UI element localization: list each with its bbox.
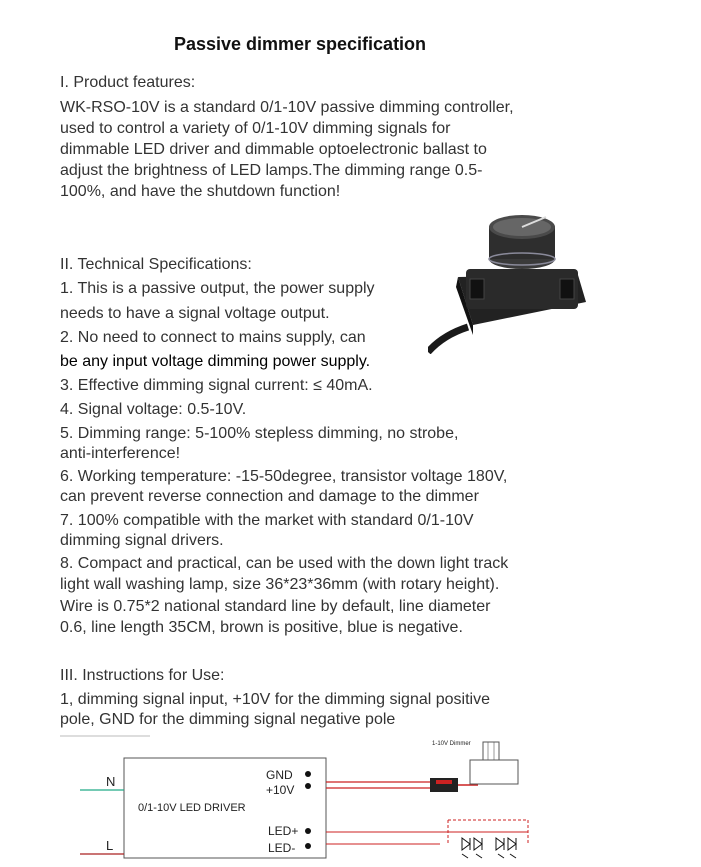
features-line: adjust the brightness of LED lamps.The dimming range 0.5- bbox=[60, 162, 483, 179]
spec-line: Wire is 0.75*2 national standard line by default, line diameter bbox=[60, 598, 491, 615]
section-heading-instructions: III. Instructions for Use: bbox=[60, 667, 225, 684]
spec-line: 8. Compact and practical, can be used with the down light track bbox=[60, 555, 509, 572]
n-label: N bbox=[106, 774, 116, 789]
spec-line: 2. No need to connect to mains supply, can bbox=[60, 329, 366, 346]
spec-line: 3. Effective dimming signal current: ≤ 40mA. bbox=[60, 377, 373, 394]
led-symbols bbox=[462, 838, 516, 858]
spec-line: light wall washing lamp, size 36*23*36mm (with rotary height). bbox=[60, 576, 500, 593]
instruction-line: 1, dimming signal input, +10V for the dimming signal positive bbox=[60, 691, 490, 708]
spec-line: can prevent reverse connection and damage to the dimmer bbox=[60, 488, 479, 505]
spec-line: 6. Working temperature: -15-50degree, transistor voltage 180V, bbox=[60, 468, 508, 485]
spec-line: 1. This is a passive output, the power supply bbox=[60, 280, 375, 297]
spec-line: dimming signal drivers. bbox=[60, 532, 224, 549]
gnd-label: GND bbox=[266, 768, 293, 782]
features-line: used to control a variety of 0/1-10V dimming signals for bbox=[60, 120, 451, 137]
dimmer-product-photo bbox=[428, 207, 591, 354]
dimmer-body bbox=[470, 760, 518, 784]
spec-line: 5. Dimming range: 5-100% stepless dimming, no strobe, bbox=[60, 425, 459, 442]
wiring-diagram bbox=[0, 728, 701, 867]
spec-line: 0.6, line length 35CM, brown is positive, blue is negative. bbox=[60, 619, 463, 636]
driver-label: 0/1-10V LED DRIVER bbox=[138, 802, 246, 814]
ledplus-label: LED+ bbox=[268, 824, 299, 838]
plus10v-label: +10V bbox=[266, 783, 295, 797]
instruction-line: pole, GND for the dimming signal negative pole bbox=[60, 711, 396, 728]
spec-line: 7. 100% compatible with the market with standard 0/1-10V bbox=[60, 512, 474, 529]
spec-line: needs to have a signal voltage output. bbox=[60, 305, 330, 322]
features-line: 100%, and have the shutdown function! bbox=[60, 183, 341, 200]
page-title: Passive dimmer specification bbox=[173, 34, 427, 54]
dimmer-label: 1-10V Dimmer bbox=[432, 741, 471, 747]
features-line: dimmable LED driver and dimmable optoelectronic ballast to bbox=[60, 141, 487, 158]
section-heading-specs: II. Technical Specifications: bbox=[60, 256, 252, 273]
section-heading-features: I. Product features: bbox=[60, 74, 196, 91]
spec-line: 4. Signal voltage: 0.5-10V. bbox=[60, 401, 247, 418]
ledminus-label: LED- bbox=[268, 841, 296, 855]
spec-line: anti-interference! bbox=[60, 445, 181, 462]
l-label: L bbox=[106, 838, 114, 853]
features-line: WK-RSO-10V is a standard 0/1-10V passive dimming controller, bbox=[60, 99, 514, 116]
spec-line: be any input voltage dimming power supply. bbox=[60, 353, 371, 370]
